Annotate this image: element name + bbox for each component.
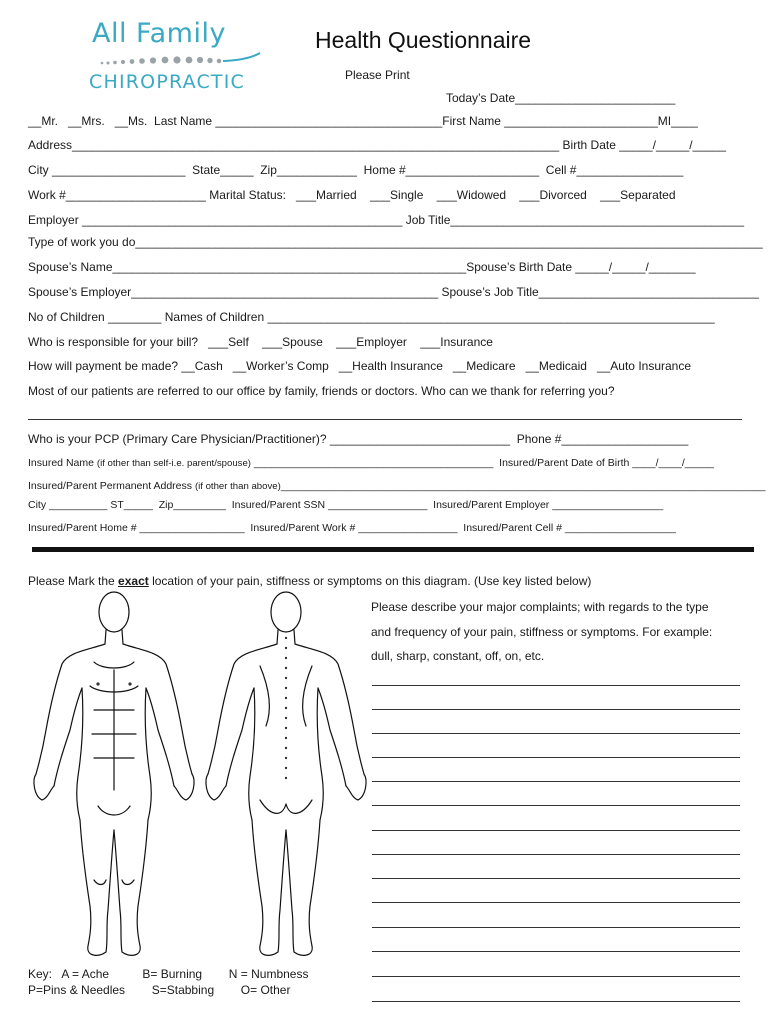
complaint-line[interactable] [372,709,740,710]
spouse-employer-row[interactable]: Spouse’s Employer______________________________________________ Spouse’s Job Title_________________________________ [28,285,759,299]
insured-address-row[interactable] [28,479,766,494]
please-print-note: Please Print [345,68,410,82]
complaint-prompt-2: and frequency of your pain, stiffness or symptoms. For example: [371,625,713,639]
type-of-work-row[interactable]: Type of work you do______________________________________________________________________________________________ [28,235,763,249]
insured-address-blank[interactable]: ___________________________________________________________________________________ [280,480,766,492]
referral-question: Most of our patients are referred to our office by family, friends or doctors. Who can we thank for referring you? [28,384,615,398]
insured-name-note: (if other than self-i.e. parent/spouse) [96,458,251,469]
insured-address-label: Insured/Parent Permanent Address [28,480,195,492]
instruction-emphasis: exact [118,574,149,588]
logo-dots-icon [98,52,263,68]
instruction-text-a: Please Mark the [28,574,119,588]
complaint-line[interactable] [372,757,740,758]
symptom-key-line-2: P=Pins & Needles S=Stabbing O= Other [28,983,291,997]
city-row[interactable]: City ____________________ State_____ Zip____________ Home #____________________ Cell #________________ [28,163,684,177]
insured-name-label: Insured Name [28,457,97,469]
complaint-line[interactable] [372,1001,740,1002]
insured-city-row[interactable]: City __________ ST_____ Zip_________ Insured/Parent SSN _________________ Insured/Parent Employer ___________________ [28,499,664,511]
complaint-line[interactable] [372,685,740,686]
marital-status-row[interactable]: Work #_____________________ Marital Status: ___Married ___Single ___Widowed ___Divorced ___Separated [28,188,676,202]
children-row[interactable]: No of Children ________ Names of Children ___________________________________________________________________ [28,310,715,324]
complaint-line[interactable] [372,830,740,831]
insured-name-blank[interactable]: _________________________________________ Insured/Parent Date of Birth ____/____/_____ [251,457,714,469]
employer-row[interactable]: Employer ________________________________________________ Job Title____________________________________________ [28,213,745,227]
insured-name-row[interactable] [28,456,714,471]
instruction-text-c: location of your pain, stiffness or symptoms on this diagram. (Use key listed below) [148,574,592,588]
logo-wordmark: All Family [92,18,226,49]
complaint-line[interactable] [372,902,740,903]
complaint-line[interactable] [372,781,740,782]
name-row[interactable]: __Mr. __Mrs. __Ms. Last Name __________________________________First Name _______________________MI____ [28,114,698,128]
complaint-prompt-1: Please describe your major complaints; with regards to the type [371,600,709,614]
insured-phone-row[interactable]: Insured/Parent Home # __________________ Insured/Parent Work # _________________ Insured/Parent Cell # ___________________ [28,522,676,534]
todays-date-field[interactable]: Today’s Date________________________ [446,91,676,105]
insured-address-note: (if other than above) [194,481,281,492]
complaint-line[interactable] [372,976,740,977]
complaint-line[interactable] [372,951,740,952]
complaint-line[interactable] [372,927,740,928]
complaint-line[interactable] [372,805,740,806]
spouse-name-row[interactable]: Spouse’s Name_____________________________________________________Spouse’s Birth Date _____/_____/_______ [28,260,696,274]
complaint-line[interactable] [372,854,740,855]
referral-answer-line[interactable] [28,419,742,420]
diagram-instruction [28,574,591,588]
page-title: Health Questionnaire [315,27,532,53]
pcp-row[interactable]: Who is your PCP (Primary Care Physician/Practitioner)? ___________________________ Phone #___________________ [28,432,689,446]
body-back-diagram[interactable] [200,590,370,965]
section-divider [32,547,754,552]
logo-subtitle: CHIROPRACTIC [89,71,246,93]
body-front-diagram[interactable] [28,590,198,965]
address-row[interactable]: Address_________________________________________________________________________ Birth Date _____/_____/_____ [28,138,727,152]
complaint-prompt-3: dull, sharp, constant, off, on, etc. [371,649,545,663]
symptom-key-line-1: Key: A = Ache B= Burning N = Numbness [28,967,309,981]
complaint-line[interactable] [372,878,740,879]
complaint-line[interactable] [372,733,740,734]
bill-responsibility-row[interactable]: Who is responsible for your bill? ___Self ___Spouse ___Employer ___Insurance [28,335,493,349]
payment-method-row[interactable]: How will payment be made? __Cash __Worker’s Comp __Health Insurance __Medicare __Medicaid __Auto Insurance [28,359,692,373]
